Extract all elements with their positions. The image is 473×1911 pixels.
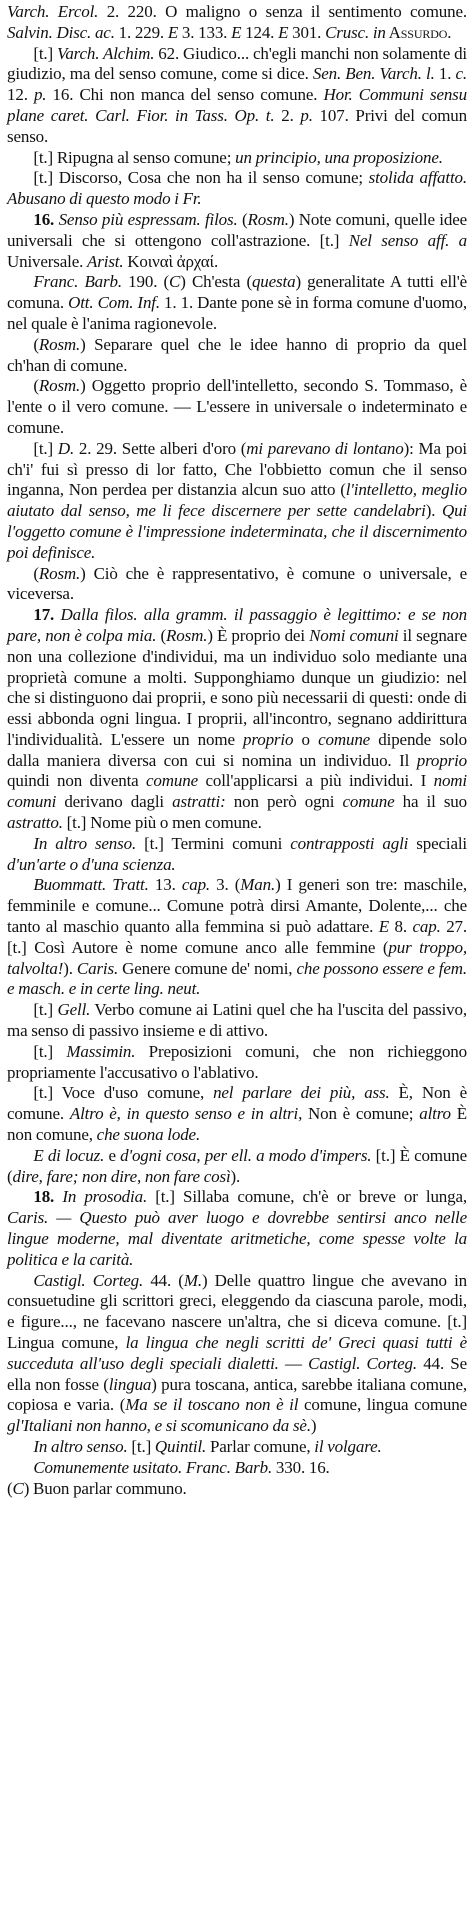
- entry-text: [t.] Voce d'uso comune,: [33, 1083, 214, 1103]
- citation-italic-text: l'intelletto, meglio aiutato dal senso, me li fece discernere per sette candelabri: [7, 480, 467, 521]
- citation-italic-text: E di locuz.: [33, 1145, 105, 1165]
- citation-italic-text: lingua: [108, 1374, 152, 1394]
- entry-text: (: [7, 1478, 13, 1498]
- entry-paragraph: [7, 2, 467, 44]
- entry-paragraph: [7, 44, 467, 148]
- entry-text: Parlar comune,: [206, 1436, 315, 1456]
- citation-italic-text: per ell. a modo d'impers.: [204, 1145, 372, 1165]
- citation-italic-text: comune: [318, 729, 371, 749]
- entry-text: ) Ciò che è rappresentativo, è comune o universale, e viceversa.: [7, 563, 467, 604]
- citation-italic-text: In altro senso.: [33, 1436, 128, 1456]
- entry-text: (: [33, 334, 39, 354]
- entry-text: (: [33, 563, 39, 583]
- citation-italic-text: d'ogni cosa: [120, 1145, 197, 1165]
- entry-paragraph: [7, 1000, 467, 1042]
- entry-text: comune, lingua comune: [298, 1395, 467, 1415]
- entry-text: Universale.: [7, 251, 88, 271]
- entry-text: 8.: [389, 917, 413, 937]
- entry-text: (: [33, 376, 39, 396]
- citation-italic-text: pur troppo, talvolta!: [7, 937, 467, 978]
- entry-text: [t.] È comune (: [7, 1145, 467, 1186]
- citation-italic-text: E: [231, 22, 242, 42]
- entry-text: non però ogni: [225, 792, 343, 812]
- entry-text: 301.: [288, 22, 326, 42]
- citation-italic-text: cap.: [412, 917, 441, 937]
- citation-italic-text: Sen. Ben. Varch. l.: [312, 64, 435, 84]
- citation-italic-text: gl'Italiani non hanno, e si scomunicano da sè.: [7, 1416, 311, 1436]
- citation-italic-text: Quintil.: [154, 1436, 207, 1456]
- entry-text: 44. Se ella non fosse (: [7, 1353, 467, 1394]
- citation-italic-text: Caris.: [76, 958, 119, 978]
- citation-italic-text: Rosm.: [38, 334, 81, 354]
- citation-italic-text: che possono essere e fem. e masch. e in certe ling. neut.: [7, 958, 467, 999]
- entry-paragraph: [7, 1458, 467, 1479]
- entry-text: Verbo comune ai Latini quel che ha l'uscita del passivo, ma senso di passivo insieme e di attivo.: [7, 1000, 467, 1041]
- entry-text: 2. 220. O maligno o senza il sentimento comune.: [98, 2, 467, 21]
- entry-paragraph: [7, 834, 467, 876]
- entry-text: il segnare non una collezione d'individui, ma un individuo solo mediante una proprietà comune a molti. Supponghiamo dunque un giudizio: nel che si distinguono dai proprii, e sono più necessarii di questi: onde di essi abbonda ogni lingua. I proprii, all'incontro, segnano addirittura l'individualità. L'essere un nome: [7, 625, 467, 749]
- citation-italic-text: contrapposti agli: [290, 833, 409, 853]
- entry-text: ) Ch'esta (: [180, 272, 252, 292]
- entry-paragraph: [7, 1146, 467, 1188]
- citation-italic-text: Senso più espressam. filos.: [58, 209, 238, 229]
- citation-italic-text: Crusc. in: [325, 22, 386, 42]
- entry-text: quindi non diventa: [7, 771, 147, 791]
- citation-italic-text: la lingua che negli scritti de' Greci quasi tutti è succeduta all'uso degli speciali dialetti.: [7, 1333, 467, 1373]
- entry-paragraph: [7, 605, 467, 834]
- citation-italic-text: c.: [455, 64, 467, 84]
- citation-italic-text: M.: [183, 1270, 202, 1290]
- citation-italic-text: Caris. — Questo può aver luogo e dovrebbe sentirsi anco nelle lingue moderne, mal diventate aritmetiche, come spesse volte la politica e la carità.: [7, 1208, 467, 1269]
- entry-paragraph: [7, 1437, 467, 1458]
- entry-text: ) Buon parlar communo.: [23, 1478, 187, 1498]
- citation-italic-text: d'un'arte o d'una scienza.: [7, 854, 176, 874]
- citation-italic-text: Varch. Alchim.: [56, 43, 155, 63]
- entry-text: [t.] Ripugna al senso comune;: [33, 147, 236, 167]
- entry-text: 16. Chi non manca del senso comune.: [46, 85, 324, 105]
- citation-italic-text: E: [378, 917, 390, 937]
- entry-text: [t.] Discorso, Cosa che non ha il senso comune;: [33, 168, 369, 188]
- entry-paragraph: [7, 1187, 467, 1270]
- entry-paragraph: [7, 1479, 467, 1500]
- entry-text: [t.]: [33, 1041, 67, 1061]
- citation-italic-text: proprio: [243, 729, 294, 749]
- entry-text: derivano dagli: [56, 792, 173, 812]
- citation-italic-text: comune: [342, 792, 395, 812]
- citation-italic-text: Rosm.: [166, 625, 208, 645]
- citation-italic-text: Rosm.: [247, 209, 289, 229]
- entry-text: (: [237, 209, 248, 229]
- entry-text: [t.] Nome più o men comune.: [62, 813, 262, 833]
- entry-text: 12.: [7, 85, 34, 105]
- entry-text: [t.] Termini comuni: [136, 833, 291, 853]
- entry-text: 62. Giudico... ch'egli manchi non solamente di giudizio, ma del senso comune, come si dice.: [7, 43, 467, 84]
- entry-text: ) pura toscana, antica, sarebbe italiana comune, copiosa e varia. (: [7, 1374, 467, 1415]
- entry-text: [t.]: [127, 1436, 155, 1456]
- citation-italic-text: questa: [251, 272, 296, 292]
- citation-italic-text: nomi comuni: [7, 771, 467, 812]
- entry-text: ,: [196, 1145, 205, 1165]
- citation-italic-text: Arist.: [87, 251, 124, 271]
- entry-paragraph: [7, 875, 467, 1000]
- citation-italic-text: mi parevano di lontano: [246, 438, 404, 458]
- citation-italic-text: E: [167, 22, 179, 42]
- citation-italic-text: cap.: [181, 875, 211, 895]
- entry-text: 2.: [274, 105, 301, 125]
- citation-italic-text: comune: [146, 771, 198, 791]
- entry-paragraph: [7, 376, 467, 438]
- entry-text: ).: [63, 958, 77, 978]
- entry-paragraph: [7, 272, 467, 334]
- entry-paragraph: [7, 439, 467, 564]
- entry-text: ): [310, 1416, 317, 1436]
- entry-text: , Non è comune;: [298, 1104, 420, 1124]
- entry-text: 1.: [434, 64, 456, 84]
- citation-italic-text: p.: [300, 105, 313, 125]
- entry-text: (: [156, 625, 167, 645]
- citation-italic-text: che suona lode.: [96, 1125, 201, 1145]
- entry-text: 190. (: [121, 272, 170, 292]
- entry-text: 3. 133.: [178, 22, 232, 42]
- cross-reference: Assurdo.: [385, 22, 452, 42]
- entry-text: È non comune,: [7, 1104, 467, 1145]
- entry-text: ) Note comuni, quelle idee universali che si ottengono coll'astrazione. [t.]: [7, 209, 467, 250]
- citation-italic-text: Rosm.: [38, 563, 81, 583]
- citation-italic-text: Nel senso aff. a: [348, 230, 467, 250]
- entry-text: È, Non è comune.: [7, 1083, 467, 1124]
- citation-italic-text: Comunemente usitato.: [33, 1457, 183, 1477]
- citation-italic-text: Castigl. Corteg.: [33, 1270, 144, 1290]
- citation-italic-text: Rosm.: [38, 376, 81, 396]
- entry-text: coll'applicarsi a più individui. I: [198, 771, 434, 791]
- citation-italic-text: altro: [419, 1104, 451, 1124]
- entry-paragraph: [7, 335, 467, 377]
- entry-text: 2. 29. Sette alberi d'oro (: [74, 438, 247, 458]
- citation-italic-text: Ott. Com. Inf.: [68, 293, 160, 313]
- entry-text: ) generalitate A tutti ell'è comuna.: [7, 272, 467, 313]
- sense-number: 17.: [33, 605, 55, 625]
- citation-italic-text: Franc. Barb.: [185, 1457, 273, 1477]
- citation-italic-text: nel parlare dei più, ass.: [213, 1083, 390, 1103]
- entry-text: 1. 229.: [114, 22, 168, 42]
- entry-text: Genere comune de' nomi,: [118, 958, 297, 978]
- citation-italic-text: E: [278, 22, 289, 42]
- citation-italic-text: Ma se il toscano non è il: [125, 1395, 299, 1415]
- entry-text: o: [293, 729, 319, 749]
- entry-text: 330. 16.: [272, 1457, 330, 1477]
- citation-italic-text: Gell.: [57, 1000, 91, 1020]
- entry-text: e: [104, 1145, 121, 1165]
- entry-text: ) Separare quel che le idee hanno di proprio da quel ch'han di comune.: [7, 334, 467, 375]
- entry-text: ) È proprio dei: [207, 625, 310, 645]
- citation-italic-text: Massimin.: [66, 1041, 136, 1061]
- entry-paragraph: [7, 168, 467, 210]
- entry-text: 124.: [241, 22, 279, 42]
- entry-text: 27. [t.] Così Autore è nome comune anco alle femmine (: [7, 917, 468, 957]
- entry-text: ) Oggetto proprio dell'intelletto, secondo S. Tommaso, è l'ente o il vero comune. — L'essere in universale o indeterminato e comune.: [7, 376, 467, 437]
- entry-text: Preposizioni comuni, che non richieggono propriamente l'accusativo o l'ablativo.: [7, 1041, 467, 1082]
- citation-italic-text: un principio, una proposizione.: [235, 147, 443, 167]
- citation-italic-text: dire, fare; non dire, non fare così: [12, 1166, 231, 1186]
- entry-text: ): Ma poi ch'i' fui sì presso di lor fatto, Che l'obbietto comun che il senso inganna, Non perdea per distanzia alcun suo atto (: [7, 438, 467, 500]
- citation-italic-text: Hor. Communi sensu plane caret. Carl. Fior. in Tass. Op. t.: [7, 85, 467, 125]
- citation-italic-text: Franc. Barb.: [33, 272, 122, 292]
- citation-italic-text: astratti:: [172, 792, 226, 812]
- sense-number: 18.: [33, 1187, 55, 1207]
- citation-italic-text: Buommatt. Tratt.: [33, 875, 149, 895]
- entry-text: 44. (: [143, 1270, 184, 1290]
- entry-text: [t.]: [33, 1000, 58, 1020]
- citation-italic-text: C: [169, 272, 181, 292]
- citation-italic-text: Man.: [240, 875, 276, 895]
- sense-number: 16.: [33, 209, 55, 229]
- citation-italic-text: Dalla filos. alla gramm. il passaggio è legittimo: e se non pare, non è colpa mia.: [7, 605, 467, 645]
- citation-italic-text: p.: [33, 85, 47, 105]
- citation-italic-text: In altro senso.: [33, 833, 137, 853]
- entry-paragraph: [7, 1042, 467, 1084]
- citation-italic-text: Salvin. Disc. ac.: [7, 22, 115, 42]
- entry-text: ).: [425, 501, 442, 521]
- citation-italic-text: Castigl. Corteg.: [308, 1353, 417, 1373]
- citation-italic-text: proprio: [416, 750, 467, 770]
- entry-text: speciali: [408, 833, 467, 853]
- entry-text: —: [278, 1353, 309, 1373]
- entry-text: ) Delle quattro lingue che avevano in consuetudine gli scrittori greci, eleggendo da ciascuna parole, modi, e figure..., ne facevano nascere un'altra, che si diceva comune. [t.] Lingua comune,: [7, 1270, 467, 1352]
- citation-italic-text: In prosodia.: [62, 1187, 148, 1207]
- citation-italic-text: Varch. Ercol.: [7, 2, 99, 21]
- citation-italic-text: C: [12, 1478, 24, 1498]
- entry-paragraph: [7, 1083, 467, 1145]
- citation-italic-text: astratto.: [7, 813, 63, 833]
- entry-text: 13.: [148, 875, 182, 895]
- entry-paragraph: [7, 148, 467, 169]
- entry-text: [t.] Sillaba comune, ch'è or breve or lunga,: [147, 1187, 467, 1207]
- entry-text: ).: [230, 1166, 241, 1186]
- entry-text: Κοιναὶ ἀρχαί.: [123, 251, 219, 271]
- entry-paragraph: [7, 564, 467, 606]
- citation-italic-text: D.: [57, 438, 75, 458]
- citation-italic-text: Nomi comuni: [309, 625, 399, 645]
- citation-italic-text: Qui l'oggetto comune è l'impressione indeterminata, che il discernimento poi definisce.: [7, 501, 467, 562]
- entry-text: [t.]: [33, 438, 58, 458]
- entry-text: ) I generi son tre: maschile, femminile e comune... Comune potrà dirsi Amante, Dolente,... che tanto al maschio quanto alla femmina si può adattare.: [7, 875, 468, 937]
- citation-italic-text: Altro è, in questo senso e in altri: [69, 1104, 299, 1124]
- entry-text: ha il suo: [394, 792, 467, 812]
- entry-text: 107. Privi del comun senso.: [7, 105, 468, 146]
- entry-text: [t.]: [33, 43, 57, 63]
- citation-italic-text: il volgare.: [314, 1436, 382, 1456]
- entry-text: 3. (: [210, 875, 241, 895]
- entry-paragraph: [7, 1271, 467, 1437]
- entry-text: 1. 1. Dante pone sè in forma comune d'uomo, nel quale è l'anima ragionevole.: [7, 293, 467, 333]
- citation-italic-text: stolida affatto. Abusano di questo modo i Fr.: [7, 168, 467, 209]
- entry-text: dipende solo dalla maniera diversa con cui si nomina un individuo. Il: [7, 729, 467, 770]
- entry-paragraph: [7, 210, 467, 272]
